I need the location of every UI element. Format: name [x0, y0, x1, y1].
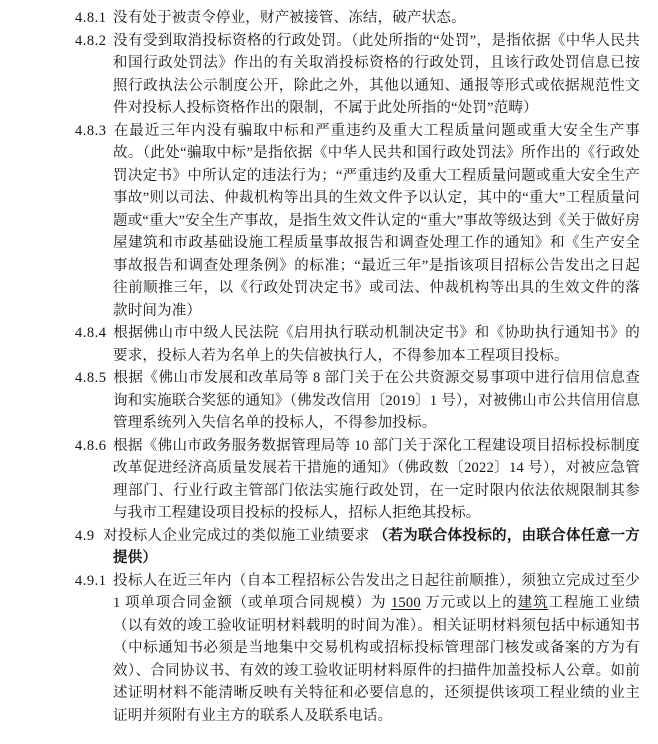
- clause-text-segment: 根据佛山市中级人民法院《启用执行联动机制决定书》和《协助执行通知书》的要求，投标人若为名单上的失信被执行人，不得参加本工程项目投标。: [113, 325, 640, 364]
- clause-number: 4.9.1: [75, 572, 107, 589]
- clause-number: 4.8.4: [75, 325, 107, 341]
- clause-paragraph: [75, 120, 640, 323]
- clause-list: [75, 7, 644, 727]
- clause-number: 4.8.1: [75, 10, 107, 26]
- clause-paragraph: [75, 525, 640, 570]
- clause-number: 4.9: [75, 527, 95, 544]
- clause-number: 4.8.3: [75, 122, 107, 139]
- clause-text-segment: 工程施工业绩（以有效的竣工验收证明材料载明的时间为准）。相关证明材料须包括中标通知书（中标通知书必须是当地集中交易机构或招标投标管理部门核发或备案的方为有效）、合同协议书、有效的竣工验收证明材料原件的扫描件加盖投标人公章。如前述证明材料不能清晰反映有关特征和必要信息的，还须提供该项工程业绩的业主证明并须附有业主方的联系人及联系电话。: [113, 595, 641, 724]
- clause-text-segment: 建筑: [517, 595, 549, 611]
- clause-paragraph: [75, 435, 640, 525]
- clause-text-segment: 根据《佛山市政务服务数据管理局等 10 部门关于深化工程建设项目招标投标制度改革促进经济高质量发展若干措施的通知》（佛政数〔2022〕14 号），对被应急管理部门、行业行政主管部门依法实施行政处罚，在一定时限内依法依规限制其参与我市工程建设项目投标的投标人，招标人拒绝其投标。: [113, 437, 640, 521]
- clause-text-segment: 在最近三年内没有骗取中标和严重违约及重大工程质量问题或重大安全生产事故。（此处“骗取中标”是指依据《中华人民共和国行政处罚法》所作出的《行政处罚决定书》中所认定的违法行为；“严重违约及重大工程质量问题或重大安全生产事故”则以司法、仲裁机构等出具的生效文件予以认定，其中的“重大”工程质量问题或“重大”安全生产事故，是指生效文件认定的“重大”事故等级达到《关于做好房屋建筑和市政基础设施工程质量事故报告和调查处理工作的通知》和《生产安全事故报告和调查处理条例》的标准；“最近三年”是指该项目招标公告发出之日起往前顺推三年，以《行政处罚决定书》或司法、仲裁机构等出具的生效文件的落款时间为准）: [113, 122, 640, 319]
- clause-number: 4.8.5: [75, 370, 107, 386]
- clause-text-segment: 投标人在近三年内（自本工程招标公告发出之日起往前顺推），须独立完成过至少 1 项单项合同金额（或单项合同规模）为: [113, 572, 644, 611]
- clause-paragraph: [75, 30, 640, 120]
- clause-text-segment: 万元或以上的: [420, 595, 518, 611]
- clause-text-segment: 没有受到取消投标资格的行政处罚。（此处所指的“处罚”，是指依据《中华人民共和国行政处罚法》作出的有关取消投标资格的行政处罚，且该行政处罚信息已按照行政执法公示制度公开，除此之外，其他以通知、通报等形式或依据规范性文件对投标人投标资格作出的限制，不属于此处所指的“处罚”范畴）: [113, 32, 640, 116]
- clause-number: 4.8.2: [75, 32, 107, 49]
- clause-text-segment: （若为联合体投标的，由联合体任意一方提供）: [113, 527, 640, 566]
- clause-paragraph: [75, 367, 640, 435]
- clause-number: 4.8.6: [75, 437, 107, 454]
- clause-text-segment: 根据《佛山市发展和改革局等 8 部门关于在公共资源交易事项中进行信用信息查询和实施联合奖惩的通知》（佛发改信用〔2019〕1 号），对被佛山市公共信用信息管理系统列入失信名单的投标人，不得参加投标。: [113, 370, 640, 431]
- clause-text-segment: 1500: [390, 595, 421, 611]
- clause-paragraph: [75, 570, 644, 728]
- clause-text-segment: 对投标人企业完成过的类似施工业绩要求: [103, 527, 374, 544]
- clause-paragraph: [75, 7, 640, 30]
- clause-text-segment: 没有处于被责令停业，财产被接管、冻结，破产状态。: [113, 10, 466, 26]
- clause-paragraph: [75, 322, 640, 367]
